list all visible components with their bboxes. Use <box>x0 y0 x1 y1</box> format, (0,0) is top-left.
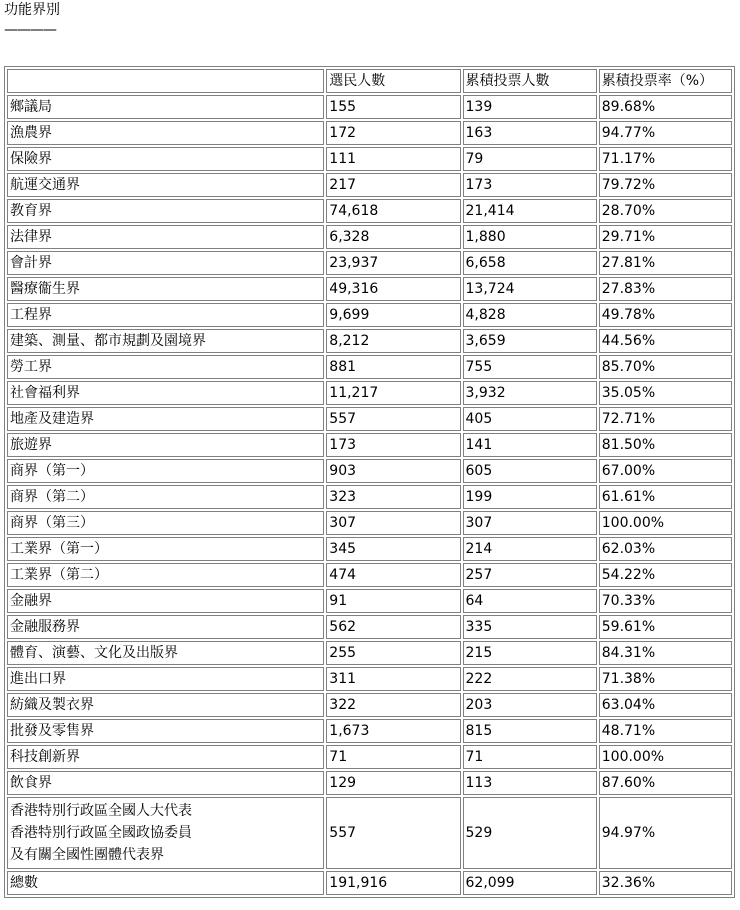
turnout-cell: 63.04% <box>599 693 732 717</box>
registered-voters-cell: 322 <box>326 693 460 717</box>
turnout-cell: 79.72% <box>599 173 732 197</box>
table-row <box>7 433 732 457</box>
registered-voters-cell: 11,217 <box>326 381 460 405</box>
registered-voters-cell: 71 <box>326 745 460 769</box>
turnout-cell: 35.05% <box>599 381 732 405</box>
cumulative-voters-cell: 257 <box>463 563 597 587</box>
cumulative-voters-cell: 529 <box>463 797 597 869</box>
constituency-cell: 鄉議局 <box>7 95 324 119</box>
constituency-cell: 工業界（第一） <box>7 537 324 561</box>
cumulative-voters-cell: 79 <box>463 147 597 171</box>
cumulative-voters-cell: 4,828 <box>463 303 597 327</box>
table-row <box>7 641 732 665</box>
cumulative-voters-cell: 13,724 <box>463 277 597 301</box>
constituency-cell: 批發及零售界 <box>7 719 324 743</box>
constituency-cell: 保險界 <box>7 147 324 171</box>
table-row <box>7 511 732 535</box>
turnout-cell: 89.68% <box>599 95 732 119</box>
table-row <box>7 693 732 717</box>
turnout-cell: 71.38% <box>599 667 732 691</box>
cumulative-voters-cell: 405 <box>463 407 597 431</box>
cumulative-voters-cell: 6,658 <box>463 251 597 275</box>
cumulative-voters-cell: 222 <box>463 667 597 691</box>
table-row <box>7 667 732 691</box>
table-row <box>7 199 732 223</box>
constituency-cell: 金融服務界 <box>7 615 324 639</box>
constituency-cell: 工程界 <box>7 303 324 327</box>
constituency-cell: 總數 <box>7 871 324 895</box>
cumulative-voters-cell: 62,099 <box>463 871 597 895</box>
header-cumulative-turnout: 累積投票率（%） <box>599 69 732 93</box>
turnout-cell: 94.77% <box>599 121 732 145</box>
registered-voters-cell: 557 <box>326 407 460 431</box>
cumulative-voters-cell: 755 <box>463 355 597 379</box>
registered-voters-cell: 255 <box>326 641 460 665</box>
cumulative-voters-cell: 139 <box>463 95 597 119</box>
turnout-cell: 48.71% <box>599 719 732 743</box>
turnout-cell: 61.61% <box>599 485 732 509</box>
table-header-row <box>7 69 732 93</box>
constituency-cell: 科技創新界 <box>7 745 324 769</box>
page-title: 功能界別 <box>4 2 60 18</box>
table-row <box>7 719 732 743</box>
registered-voters-cell: 345 <box>326 537 460 561</box>
turnout-cell: 62.03% <box>599 537 732 561</box>
table-body <box>7 95 732 895</box>
turnout-cell: 70.33% <box>599 589 732 613</box>
registered-voters-cell: 307 <box>326 511 460 535</box>
cumulative-voters-cell: 3,659 <box>463 329 597 353</box>
registered-voters-cell: 6,328 <box>326 225 460 249</box>
turnout-cell: 100.00% <box>599 511 732 535</box>
table-row <box>7 485 732 509</box>
table-row <box>7 147 732 171</box>
constituency-cell: 地產及建造界 <box>7 407 324 431</box>
header-registered-voters: 選民人數 <box>326 69 460 93</box>
title-rule: ———— <box>4 22 56 38</box>
table-row <box>7 797 732 869</box>
registered-voters-cell: 111 <box>326 147 460 171</box>
registered-voters-cell: 881 <box>326 355 460 379</box>
table-row <box>7 537 732 561</box>
constituency-cell: 建築、測量、都市規劃及園境界 <box>7 329 324 353</box>
registered-voters-cell: 172 <box>326 121 460 145</box>
table-row <box>7 563 732 587</box>
registered-voters-cell: 49,316 <box>326 277 460 301</box>
table-row <box>7 251 732 275</box>
registered-voters-cell: 311 <box>326 667 460 691</box>
registered-voters-cell: 1,673 <box>326 719 460 743</box>
table-row <box>7 329 732 353</box>
registered-voters-cell: 323 <box>326 485 460 509</box>
cumulative-voters-cell: 1,880 <box>463 225 597 249</box>
turnout-cell: 67.00% <box>599 459 732 483</box>
turnout-cell: 44.56% <box>599 329 732 353</box>
registered-voters-cell: 217 <box>326 173 460 197</box>
registered-voters-cell: 91 <box>326 589 460 613</box>
table-row <box>7 407 732 431</box>
constituency-cell: 商界（第一） <box>7 459 324 483</box>
table-row <box>7 381 732 405</box>
constituency-cell: 飲食界 <box>7 771 324 795</box>
total-row <box>7 871 732 895</box>
registered-voters-cell: 474 <box>326 563 460 587</box>
constituency-cell: 社會福利界 <box>7 381 324 405</box>
table-row <box>7 95 732 119</box>
table-row <box>7 589 732 613</box>
turnout-cell: 27.81% <box>599 251 732 275</box>
constituency-cell: 體育、演藝、文化及出版界 <box>7 641 324 665</box>
turnout-cell: 84.31% <box>599 641 732 665</box>
turnout-cell: 71.17% <box>599 147 732 171</box>
turnout-cell: 59.61% <box>599 615 732 639</box>
table-row <box>7 615 732 639</box>
constituency-cell: 航運交通界 <box>7 173 324 197</box>
registered-voters-cell: 74,618 <box>326 199 460 223</box>
constituency-cell: 紡織及製衣界 <box>7 693 324 717</box>
turnout-cell: 100.00% <box>599 745 732 769</box>
cumulative-voters-cell: 214 <box>463 537 597 561</box>
constituency-cell: 工業界（第二） <box>7 563 324 587</box>
turnout-cell: 94.97% <box>599 797 732 869</box>
table-row <box>7 355 732 379</box>
cumulative-voters-cell: 215 <box>463 641 597 665</box>
registered-voters-cell: 191,916 <box>326 871 460 895</box>
cumulative-voters-cell: 335 <box>463 615 597 639</box>
cumulative-voters-cell: 64 <box>463 589 597 613</box>
constituency-cell: 會計界 <box>7 251 324 275</box>
cumulative-voters-cell: 203 <box>463 693 597 717</box>
table-row <box>7 225 732 249</box>
table-row <box>7 459 732 483</box>
cumulative-voters-cell: 605 <box>463 459 597 483</box>
cumulative-voters-cell: 815 <box>463 719 597 743</box>
constituency-cell: 漁農界 <box>7 121 324 145</box>
registered-voters-cell: 903 <box>326 459 460 483</box>
table-row <box>7 121 732 145</box>
turnout-cell: 28.70% <box>599 199 732 223</box>
cumulative-voters-cell: 21,414 <box>463 199 597 223</box>
turnout-cell: 49.78% <box>599 303 732 327</box>
constituency-cell: 法律界 <box>7 225 324 249</box>
turnout-cell: 72.71% <box>599 407 732 431</box>
turnout-cell: 81.50% <box>599 433 732 457</box>
cumulative-voters-cell: 199 <box>463 485 597 509</box>
constituency-cell: 香港特別行政區全國人大代表 香港特別行政區全國政協委員 及有關全國性團體代表界 <box>7 797 324 869</box>
registered-voters-cell: 562 <box>326 615 460 639</box>
table-row <box>7 303 732 327</box>
turnout-cell: 32.36% <box>599 871 732 895</box>
cumulative-voters-cell: 71 <box>463 745 597 769</box>
constituency-cell: 商界（第二） <box>7 485 324 509</box>
header-constituency <box>7 69 324 93</box>
constituency-cell: 進出口界 <box>7 667 324 691</box>
turnout-cell: 87.60% <box>599 771 732 795</box>
turnout-cell: 54.22% <box>599 563 732 587</box>
constituency-cell: 商界（第三） <box>7 511 324 535</box>
cumulative-voters-cell: 3,932 <box>463 381 597 405</box>
registered-voters-cell: 557 <box>326 797 460 869</box>
table-row <box>7 745 732 769</box>
turnout-cell: 27.83% <box>599 277 732 301</box>
cumulative-voters-cell: 173 <box>463 173 597 197</box>
registered-voters-cell: 155 <box>326 95 460 119</box>
cumulative-voters-cell: 307 <box>463 511 597 535</box>
constituency-cell: 勞工界 <box>7 355 324 379</box>
constituency-cell: 教育界 <box>7 199 324 223</box>
turnout-cell: 29.71% <box>599 225 732 249</box>
constituency-cell: 金融界 <box>7 589 324 613</box>
registered-voters-cell: 8,212 <box>326 329 460 353</box>
constituency-cell: 醫療衞生界 <box>7 277 324 301</box>
constituency-cell: 旅遊界 <box>7 433 324 457</box>
registered-voters-cell: 129 <box>326 771 460 795</box>
registered-voters-cell: 9,699 <box>326 303 460 327</box>
cumulative-voters-cell: 113 <box>463 771 597 795</box>
header-cumulative-voters: 累積投票人數 <box>463 69 597 93</box>
cumulative-voters-cell: 163 <box>463 121 597 145</box>
registered-voters-cell: 23,937 <box>326 251 460 275</box>
table-row <box>7 173 732 197</box>
table-row <box>7 277 732 301</box>
table-row <box>7 771 732 795</box>
turnout-cell: 85.70% <box>599 355 732 379</box>
cumulative-voters-cell: 141 <box>463 433 597 457</box>
registered-voters-cell: 173 <box>326 433 460 457</box>
results-table <box>4 66 735 898</box>
